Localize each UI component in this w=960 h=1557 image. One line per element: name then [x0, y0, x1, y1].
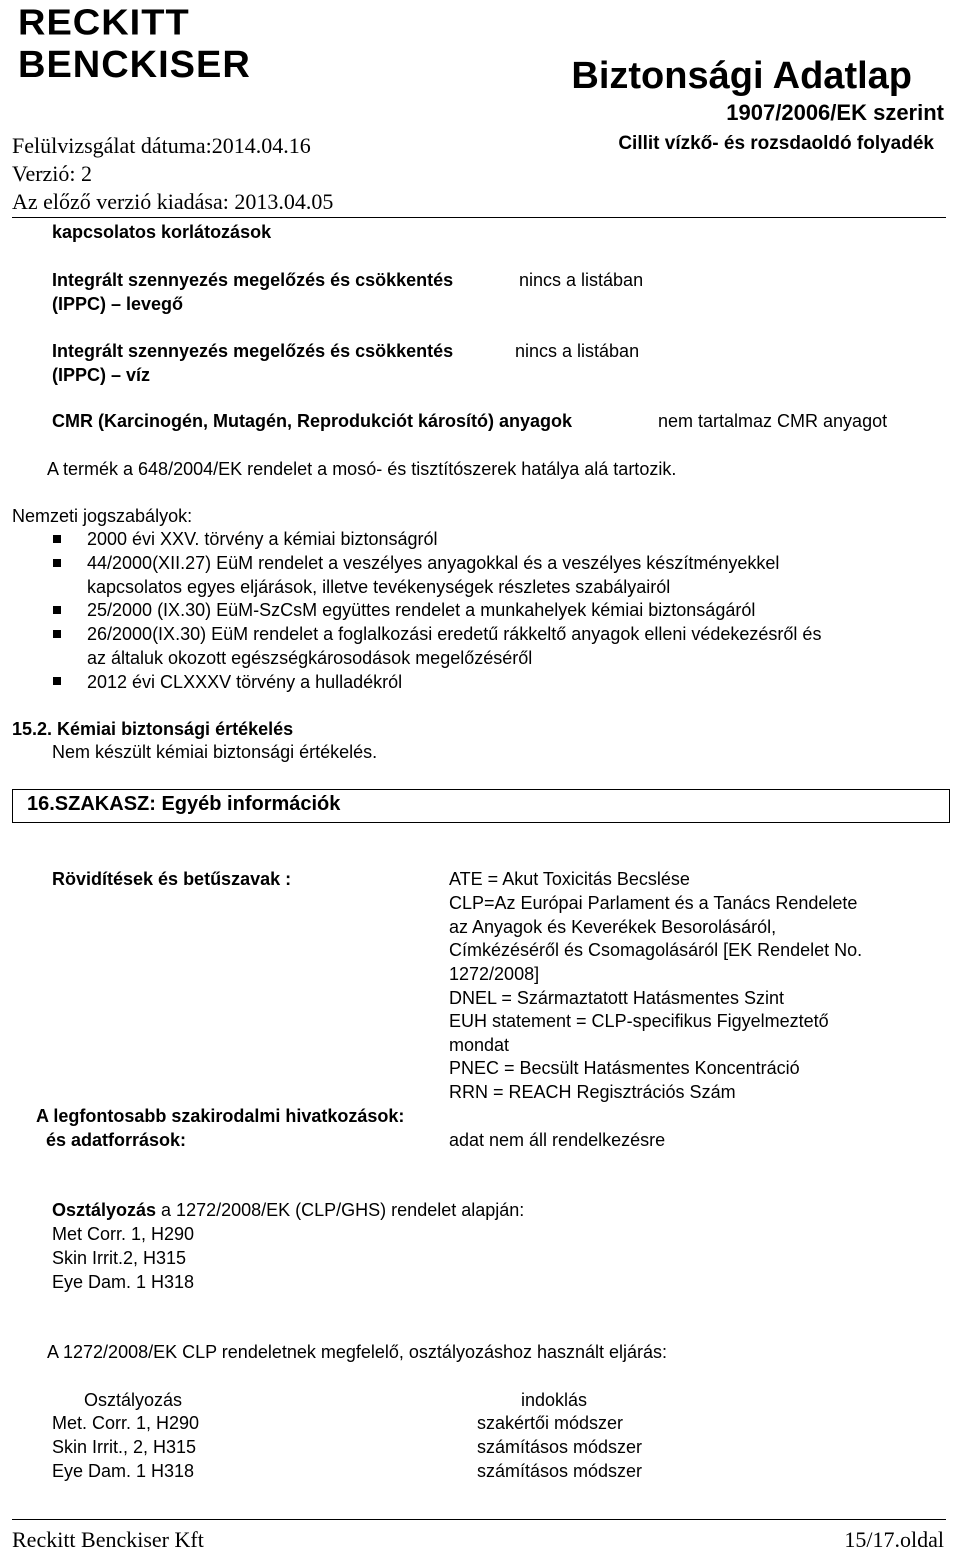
header-divider [12, 217, 946, 218]
procedure-title: A 1272/2008/EK CLP rendeletnek megfelelő, osztályozáshoz használt eljárás: [47, 1342, 668, 1362]
classification-title [52, 1199, 524, 1221]
footer-divider [12, 1519, 946, 1520]
classification-line: Met Corr. 1, H290 [52, 1224, 195, 1244]
classification-title-bold: Osztályozás [52, 1200, 157, 1220]
abbreviation-line: Címkézéséről és Csomagolásáról [EK Rendelet No. [449, 940, 863, 960]
national-item: 44/2000(XII.27) EüM rendelet a veszélyes anyagokkal és a veszélyes készítményekkel [87, 553, 780, 573]
document-title: Biztonsági Adatlap [571, 55, 912, 97]
page-number: 15/17.oldal [844, 1527, 944, 1552]
detergent-regulation-note: A termék a 648/2004/EK rendelet a mosó- és tisztítószerek hatálya alá tartozik. [47, 459, 677, 479]
references-label-2: és adatforrások: [46, 1130, 187, 1150]
references-value: adat nem áll rendelkezésre [449, 1130, 666, 1150]
regulation-reference: 1907/2006/EK szerint [726, 100, 944, 125]
abbreviation-line: CLP=Az Európai Parlament és a Tanács Rendelete [449, 893, 858, 913]
abbreviation-line: EUH statement = CLP-specifikus Figyelmeztető [449, 1011, 829, 1031]
abbreviation-line: RRN = REACH Regisztrációs Szám [449, 1082, 736, 1102]
abbreviation-line: DNEL = Származtatott Hatásmentes Szint [449, 988, 784, 1008]
procedure-cell: Skin Irrit., 2, H315 [52, 1437, 197, 1457]
section-16-title: 16.SZAKASZ: Egyéb információk [27, 793, 341, 815]
procedure-cell: szakértői módszer [477, 1413, 624, 1433]
restrictions-tail: kapcsolatos korlátozások [52, 222, 272, 242]
national-item: 2012 évi CLXXXV törvény a hulladékról [87, 672, 403, 692]
cmr-value: nem tartalmaz CMR anyagot [658, 411, 888, 431]
ippc-air-label-2: (IPPC) – levegő [52, 294, 184, 314]
references-label: A legfontosabb szakirodalmi hivatkozások: [36, 1106, 405, 1126]
review-date: Felülvizsgálat dátuma:2014.04.16 [12, 133, 311, 158]
bullet-icon [53, 559, 61, 567]
previous-version-date: Az előző verzió kiadása: 2013.04.05 [12, 189, 334, 214]
company-logo-line2: BENCKISER [18, 44, 251, 86]
footer-company: Reckitt Benckiser Kft [12, 1527, 204, 1552]
section-16-header [12, 789, 950, 823]
national-item-continuation: kapcsolatos egyes eljárások, illetve tevékenységek részletes szabályairól [87, 577, 671, 597]
abbreviations-label: Rövidítések és betűszavak : [52, 869, 292, 889]
abbreviation-line: az Anyagok és Keverékek Besorolásáról, [449, 917, 777, 937]
product-name: Cillit vízkő- és rozsdaoldó folyadék [618, 133, 934, 154]
abbreviation-line: ATE = Akut Toxicitás Becslése [449, 869, 690, 889]
national-item: 2000 évi XXV. törvény a kémiai biztonságról [87, 529, 438, 549]
ippc-water-label: Integrált szennyezés megelőzés és csökkentés [52, 341, 454, 361]
procedure-cell: számításos módszer [477, 1437, 643, 1457]
national-item-continuation: az általuk okozott egészségkárosodások megelőzéséről [87, 648, 533, 668]
cmr-label: CMR (Karcinogén, Mutagén, Reprodukciót károsító) anyagok [52, 411, 573, 431]
national-item: 25/2000 (IX.30) EüM-SzCsM együttes rendelet a munkahelyek kémiai biztonságáról [87, 600, 756, 620]
procedure-cell: Eye Dam. 1 H318 [52, 1461, 195, 1481]
ippc-water-value: nincs a listában [515, 341, 640, 361]
classification-title-rest: a 1272/2008/EK (CLP/GHS) rendelet alapján: [156, 1200, 525, 1220]
ippc-air-value: nincs a listában [519, 270, 644, 290]
bullet-icon [53, 630, 61, 638]
national-legislation-title: Nemzeti jogszabályok: [12, 506, 193, 526]
procedure-header-justification: indoklás [521, 1390, 588, 1410]
ippc-air-label: Integrált szennyezés megelőzés és csökkentés [52, 270, 454, 290]
abbreviation-line: mondat [449, 1035, 510, 1055]
classification-line: Eye Dam. 1 H318 [52, 1272, 195, 1292]
abbreviation-line: PNEC = Becsült Hatásmentes Koncentráció [449, 1058, 800, 1078]
version: Verzió: 2 [12, 161, 93, 186]
procedure-cell: Met. Corr. 1, H290 [52, 1413, 200, 1433]
classification-line: Skin Irrit.2, H315 [52, 1248, 187, 1268]
procedure-cell: számításos módszer [477, 1461, 643, 1481]
section-15-2-title: 15.2. Kémiai biztonsági értékelés [12, 719, 294, 739]
abbreviation-line: 1272/2008] [449, 964, 540, 984]
procedure-header-classification: Osztályozás [84, 1390, 183, 1410]
section-15-2-text: Nem készült kémiai biztonsági értékelés. [52, 742, 378, 762]
company-logo-line1: RECKITT [18, 3, 190, 43]
bullet-icon [53, 535, 61, 543]
bullet-icon [53, 606, 61, 614]
national-item: 26/2000(IX.30) EüM rendelet a foglalkozási eredetű rákkeltő anyagok elleni védekezésről és [87, 624, 822, 644]
ippc-water-label-2: (IPPC) – víz [52, 365, 151, 385]
bullet-icon [53, 677, 61, 685]
